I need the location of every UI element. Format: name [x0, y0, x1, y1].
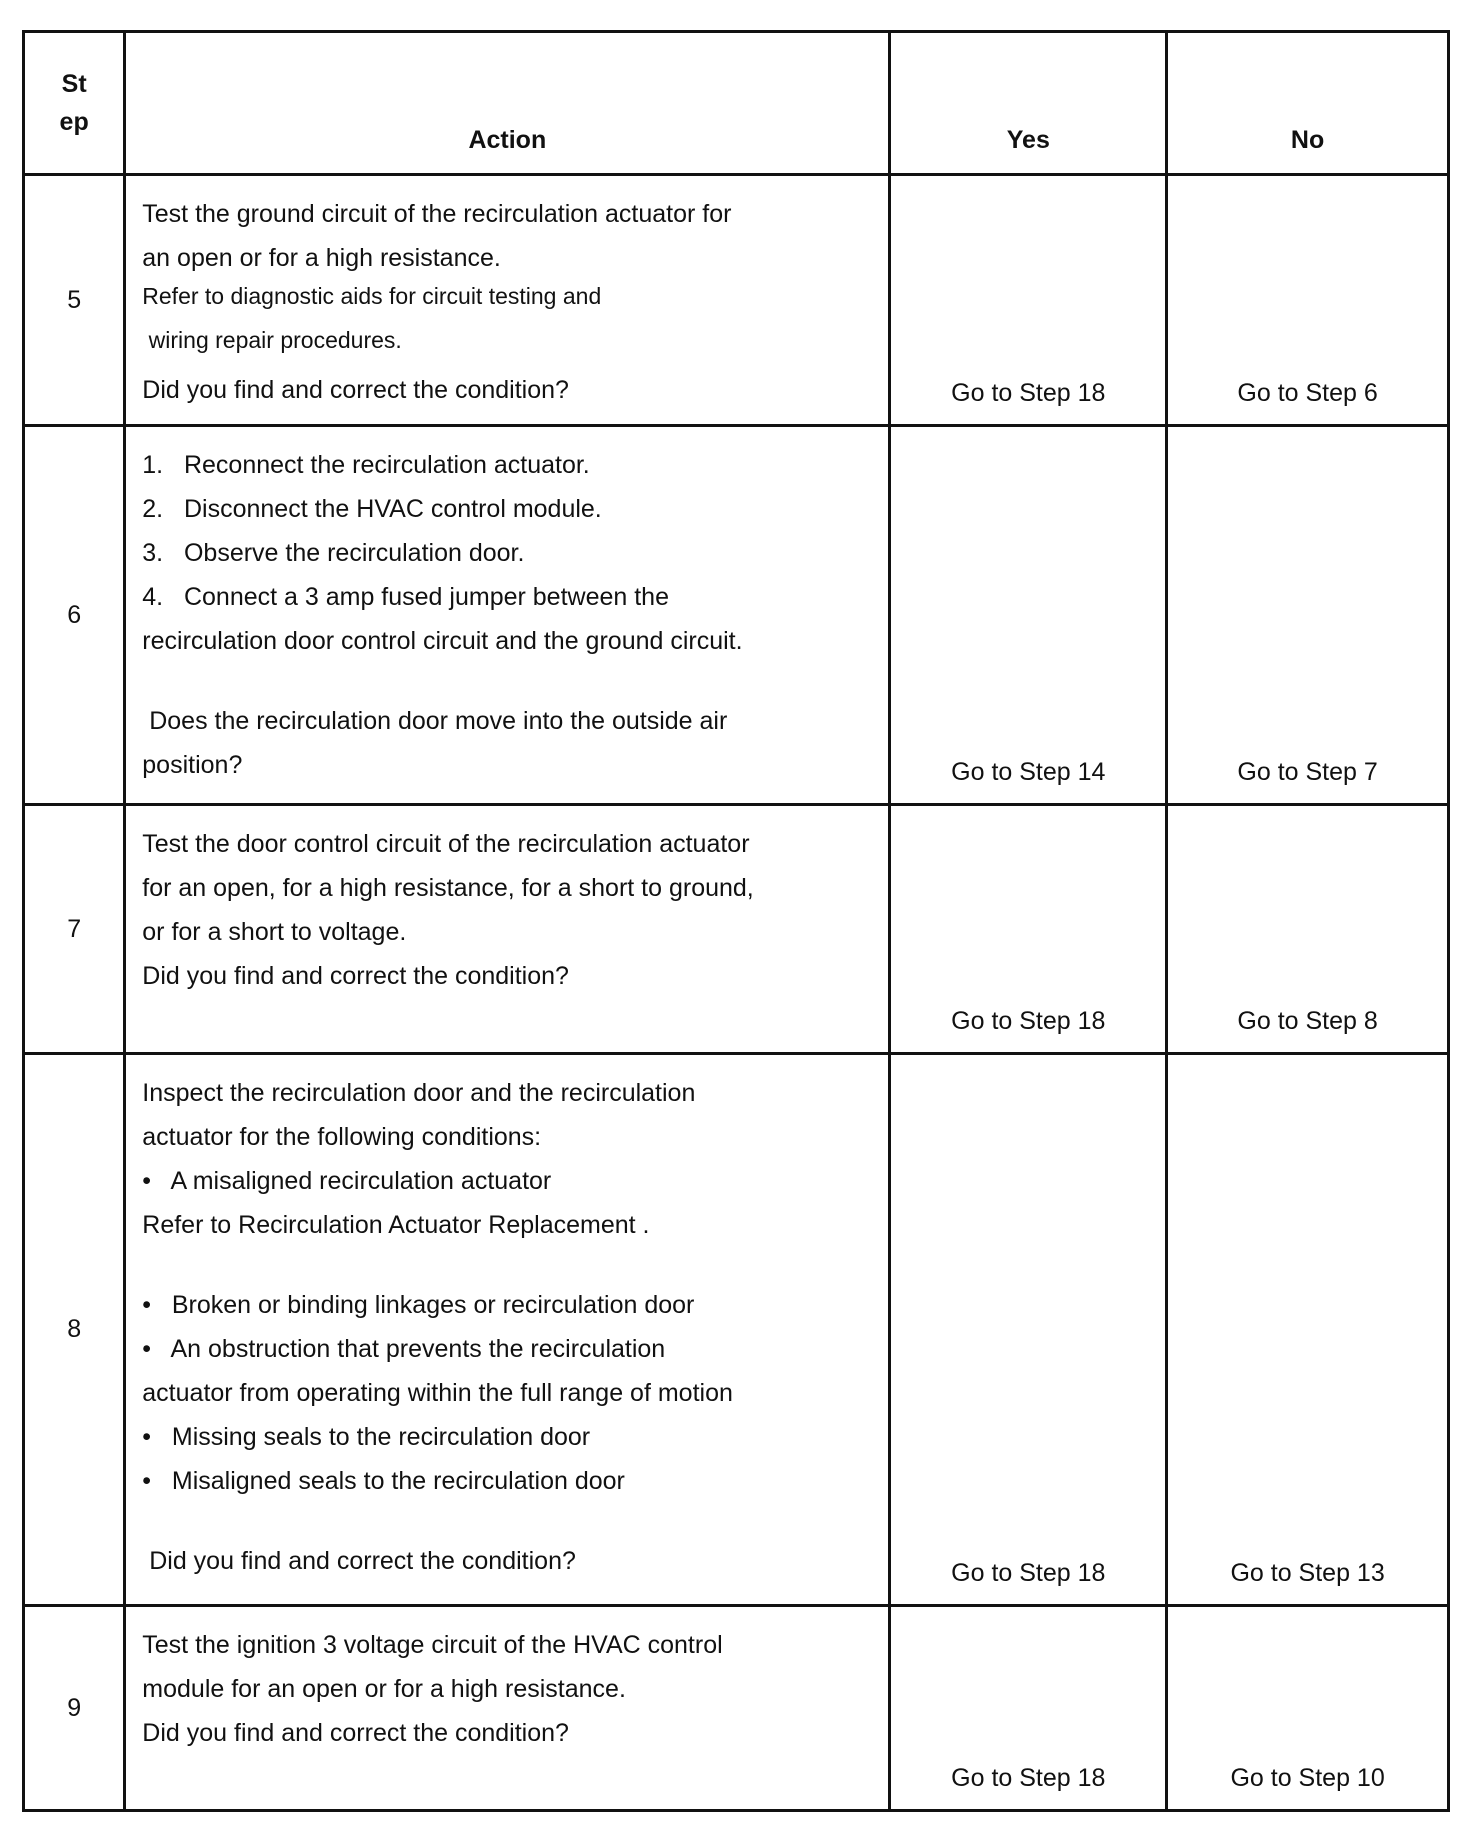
- action-line: Refer to Recirculation Actuator Replacement .: [142, 1211, 650, 1239]
- header-yes: Yes: [890, 32, 1167, 175]
- action-line: an open or for a high resistance.: [142, 244, 501, 272]
- header-step: [24, 32, 125, 175]
- action-line: 3. Observe the recirculation door.: [142, 539, 525, 567]
- action-line: actuator for the following conditions:: [142, 1123, 542, 1151]
- action-line: • Misaligned seals to the recirculation door: [142, 1467, 625, 1495]
- header-action: Action: [125, 32, 890, 175]
- action-line: 1. Reconnect the recirculation actuator.: [142, 451, 590, 479]
- step-number: 6: [24, 426, 125, 805]
- action-line: module for an open or for a high resistance.: [142, 1675, 626, 1703]
- no-result: Go to Step 7: [1167, 426, 1449, 805]
- action-line: • A misaligned recirculation actuator: [142, 1167, 552, 1195]
- yes-result: Go to Step 14: [890, 426, 1167, 805]
- yes-result: Go to Step 18: [890, 805, 1167, 1054]
- no-result: Go to Step 6: [1167, 175, 1449, 426]
- table-row: [24, 805, 1449, 1054]
- action-line: wiring repair procedures.: [142, 327, 402, 353]
- no-result: Go to Step 10: [1167, 1606, 1449, 1811]
- action-line: 2. Disconnect the HVAC control module.: [142, 495, 602, 523]
- action-line: • An obstruction that prevents the recirculation: [142, 1335, 666, 1363]
- action-line: Did you find and correct the condition?: [142, 376, 569, 404]
- action-cell: [125, 1606, 890, 1811]
- table-row: [24, 1606, 1449, 1811]
- action-cell: [125, 1054, 890, 1606]
- action-line: [142, 663, 888, 699]
- diagnostic-table: [22, 30, 1450, 1812]
- table-row: [24, 1054, 1449, 1606]
- action-cell: [125, 805, 890, 1054]
- no-result: Go to Step 13: [1167, 1054, 1449, 1606]
- action-line: Test the ignition 3 voltage circuit of the HVAC control: [142, 1631, 723, 1659]
- table-row: [24, 175, 1449, 426]
- action-line: • Missing seals to the recirculation door: [142, 1423, 591, 1451]
- action-line: Did you find and correct the condition?: [142, 1719, 569, 1747]
- step-number: 5: [24, 175, 125, 426]
- action-line: or for a short to voltage.: [142, 918, 407, 946]
- action-cell: [125, 426, 890, 805]
- action-line: actuator from operating within the full range of motion: [142, 1379, 733, 1407]
- table-row: [24, 426, 1449, 805]
- action-line: recirculation door control circuit and the ground circuit.: [142, 627, 743, 655]
- action-line: Does the recirculation door move into the outside air: [142, 707, 728, 735]
- action-line: Refer to diagnostic aids for circuit testing and: [142, 283, 602, 309]
- action-line: Inspect the recirculation door and the recirculation: [142, 1079, 696, 1107]
- no-result: Go to Step 8: [1167, 805, 1449, 1054]
- action-line: 4. Connect a 3 amp fused jumper between the: [142, 583, 669, 611]
- action-line: • Broken or binding linkages or recirculation door: [142, 1291, 695, 1319]
- action-line: Did you find and correct the condition?: [142, 1547, 576, 1575]
- yes-result: Go to Step 18: [890, 1606, 1167, 1811]
- action-line: Did you find and correct the condition?: [142, 962, 569, 990]
- action-line: [142, 1247, 888, 1283]
- action-line: Test the door control circuit of the recirculation actuator: [142, 830, 750, 858]
- action-line: for an open, for a high resistance, for a short to ground,: [142, 874, 754, 902]
- action-line: [142, 1503, 888, 1539]
- header-step-line2: ep: [59, 108, 89, 136]
- action-cell: [125, 175, 890, 426]
- header-no: No: [1167, 32, 1449, 175]
- yes-result: Go to Step 18: [890, 175, 1167, 426]
- header-step-line1: St: [61, 70, 87, 98]
- step-number: 8: [24, 1054, 125, 1606]
- header-row: [24, 32, 1449, 175]
- action-line: position?: [142, 751, 243, 779]
- step-number: 7: [24, 805, 125, 1054]
- action-line: Test the ground circuit of the recirculation actuator for: [142, 200, 732, 228]
- step-number: 9: [24, 1606, 125, 1811]
- yes-result: Go to Step 18: [890, 1054, 1167, 1606]
